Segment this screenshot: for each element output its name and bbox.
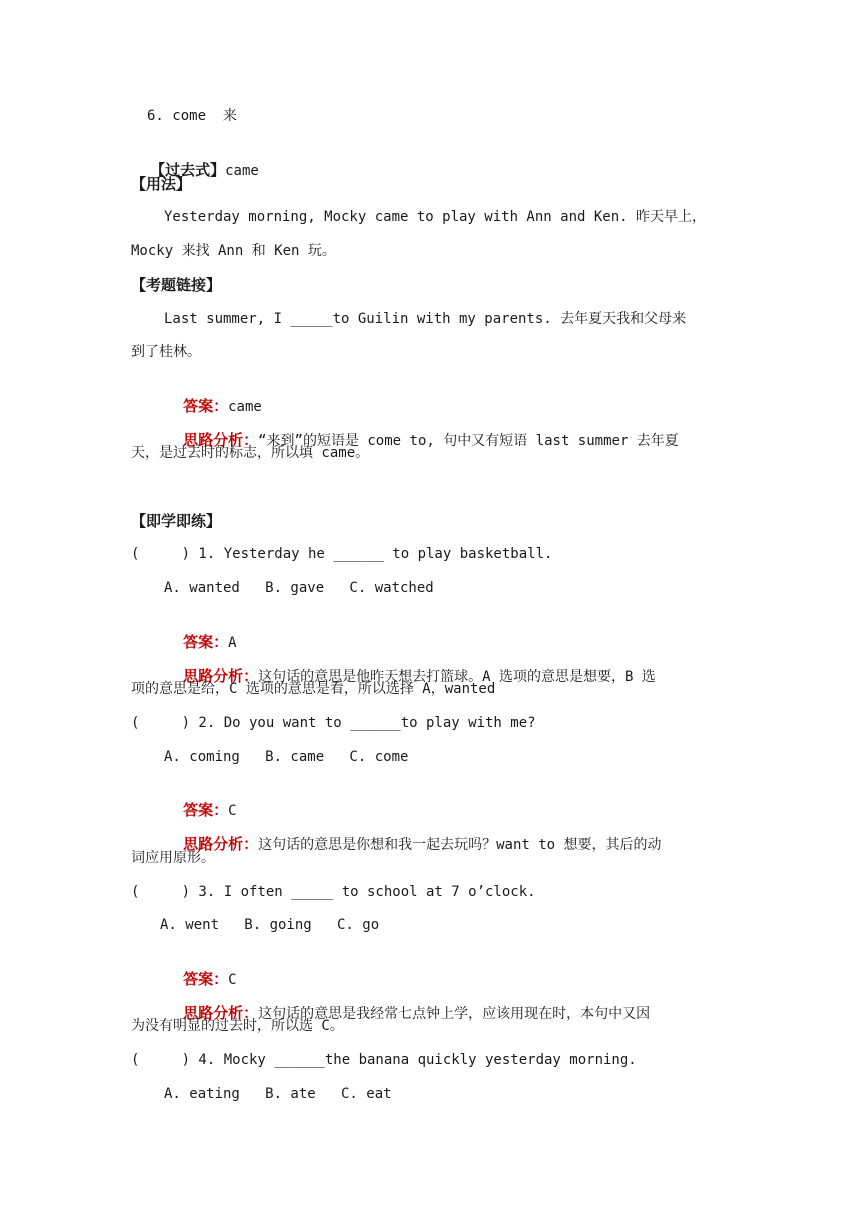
past-tense-value: came: [225, 163, 259, 179]
usage-sentence-line1: Yesterday morning, Mocky came to play with Ann and Ken. 昨天早上，: [164, 209, 707, 225]
usage-sentence-line2: Mocky 来找 Ann 和 Ken 玩。: [131, 243, 336, 259]
answer-value: came: [228, 399, 262, 415]
exam-sentence-line2: 到了桂林。: [131, 344, 201, 360]
answer-value: C: [228, 803, 237, 819]
analysis-label: 思路分析：: [183, 835, 259, 853]
answer-label: 答案：: [183, 397, 229, 415]
practice-section-label: 【即学即练】: [131, 512, 222, 530]
question-4-options: A. eating B. ate C. eat: [164, 1086, 392, 1102]
analysis-text-line1: 这句话的意思是你想和我一起去玩吗？want to 想要，其后的动: [258, 837, 662, 853]
question-3-stem: ( ) 3. I often _____ to school at 7 o’clock.: [131, 884, 536, 900]
past-tense-label: 【过去式】: [150, 161, 226, 179]
exam-link-label: 【考题链接】: [131, 276, 222, 294]
question-2-stem: ( ) 2. Do you want to ______to play with me?: [131, 715, 536, 731]
question-1-options: A. wanted B. gave C. watched: [164, 580, 434, 596]
analysis-text-line1: 这句话的意思是他昨天想去打篮球。A 选项的意思是想要，B 选: [258, 669, 656, 685]
entry-heading: 6. come 来: [147, 108, 237, 124]
question-2-options: A. coming B. came C. come: [164, 749, 409, 765]
question-3-options: A. went B. going C. go: [160, 917, 380, 933]
question-1-stem: ( ) 1. Yesterday he ______ to play basketball.: [131, 546, 553, 562]
usage-label: 【用法】: [131, 175, 192, 193]
exam-sentence-line1: Last summer, I _____to Guilin with my parents. 去年夏天我和父母来: [164, 311, 687, 327]
analysis-text-line1: “来到”的短语是 come to, 句中又有短语 last summer 去年夏: [258, 433, 679, 449]
analysis-label: 思路分析：: [183, 1004, 259, 1022]
question-2-analysis-line2: 词应用原形。: [131, 850, 215, 866]
analysis-label: 思路分析：: [183, 667, 259, 685]
answer-value: C: [228, 972, 237, 988]
question-1-analysis-line2: 项的意思是给，C 选项的意思是看，所以选择 A，wanted: [131, 681, 496, 697]
question-3-analysis-line2: 为没有明显的过去时，所以选 C。: [131, 1018, 344, 1034]
analysis-text-line1: 这句话的意思是我经常七点钟上学，应该用现在时，本句中又因: [258, 1006, 651, 1022]
question-4-stem: ( ) 4. Mocky ______the banana quickly yesterday morning.: [131, 1052, 637, 1068]
analysis-text-line2: 天，是过去时的标志，所以填 came。: [131, 445, 370, 461]
analysis-label: 思路分析：: [183, 431, 259, 449]
answer-value: A: [228, 635, 237, 651]
answer-label: 答案：: [183, 970, 229, 988]
answer-label: 答案：: [183, 633, 229, 651]
question-2-analysis-row: [164, 814, 662, 875]
answer-label: 答案：: [183, 801, 229, 819]
